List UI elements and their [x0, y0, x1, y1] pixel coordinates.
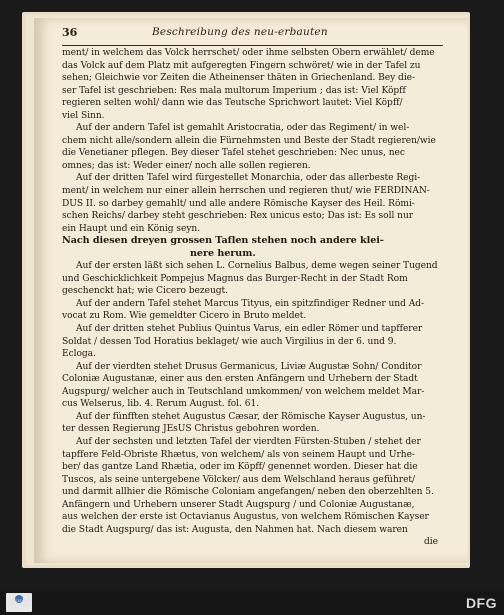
text-line: Anfängern und Urhebern unserer Stadt Augspurg / und Coloniæ Augustanæ,	[62, 499, 415, 510]
text-line: schen Reichs/ darbey steht geschrieben: Rex unicus esto; Das ist: Es soll nur	[62, 211, 414, 222]
dfg-logo[interactable]: DFG	[465, 595, 497, 611]
text-line: und Geschicklichkeit Pompejus Magnus das Burger-Recht in der Stadt Rom	[62, 273, 408, 284]
page-number: 36	[62, 26, 78, 39]
text-line: aus welchen der erste ist Octavianus Augustus, von welchem Römischen Kayser	[62, 512, 429, 523]
text-line: regieren selten wohl/ dann wie das Teutsche Sprichwort lautet: Viel Köpff/	[62, 98, 403, 109]
text-line: Ecloga.	[62, 349, 96, 360]
text-line: das Volck auf dem Platz mit aufgeregten Fingern schwöret/ wie in der Tafel zu	[62, 60, 421, 71]
text-line: Soldat / dessen Tod Horatius beklaget/ wie auch Virgilius in der 6. und 9.	[62, 336, 397, 347]
text-line: Auf der dritten Tafel wird fürgestellet Monarchia, oder das allerbeste Regi-	[76, 173, 421, 184]
text-line: Auf der ersten läßt sich sehen L. Cornelius Balbus, deme wegen seiner Tugend	[76, 261, 438, 272]
text-line: Auf der sechsten und letzten Tafel der vierdten Fürsten-Stuben / stehet der	[76, 436, 421, 447]
text-line: ber/ das gantze Land Rhætia, oder im Köpff/ genennet worden. Dieser hat die	[62, 462, 418, 473]
text-line: chem nicht alle/sondern allein die Fürnehmsten und Beste der Stadt regieren/wie	[62, 135, 436, 146]
text-line: tapffere Feld-Obriste Rhætus, von welchem/ als von seinem Haupt und Urhe-	[62, 449, 415, 460]
text-line: vocat zu Rom. Wie gemeldter Cicero in Bruto meldet.	[62, 311, 307, 322]
text-line: Augspurg/ welcher auch in Teutschland umkommen/ von welchem meldet Mar-	[62, 386, 425, 397]
text-line: DUS II. so darbey gemahlt/ und alle andere Römische Kayser des Heil. Römi-	[62, 198, 415, 209]
viewer-footer	[0, 590, 504, 615]
text-line: ter dessen Regierung JEsUS Christus gebohren worden.	[62, 424, 320, 435]
text-line: und darmit allhier die Römische Coloniam angefangen/ neben den oberzehlten 5.	[62, 487, 434, 498]
page-text	[62, 47, 444, 549]
text-line: Auf der dritten stehet Publius Quintus Varus, ein edler Römer und tapfferer	[76, 324, 423, 335]
text-line: sehen; Gleichwie vor Zeiten die Atheinenser thäten in Griechenland. Bey die-	[62, 73, 416, 84]
running-title: Beschreibung des neu-erbauten	[152, 26, 328, 38]
text-line: Auf der andern Tafel stehet Marcus Tityus, ein spitzfindiger Redner und Ad-	[76, 298, 425, 309]
text-line: Tuscos, als seine untergebene Völcker/ aus dem Welschland heraus geführet/	[62, 474, 416, 485]
text-line: ein Haupt und ein König seyn.	[62, 223, 201, 234]
text-line: ment/ in welchem das Volck herrschet/ oder ihme selbsten Obern erwählet/ deme	[62, 48, 435, 58]
text-line: die Stadt Augspurg/ das ist: Augusta, den Nahmen hat. Nach diesem waren	[62, 524, 408, 535]
header-rule	[62, 45, 443, 46]
text-line: die	[424, 537, 438, 548]
text-line: viel Sinn.	[62, 110, 105, 121]
text-line: ser Tafel ist geschrieben: Res mala multorum Imperium ; das ist: Viel Köpff	[62, 85, 406, 96]
section-heading-line: nere herum.	[190, 247, 256, 259]
text-line: Coloniæ Augustanæ, einer aus den ersten Anfängern und Urhebern der Stadt	[62, 374, 418, 385]
text-line: Auf der fünfften stehet Augustus Cæsar, der Römische Kayser Augustus, un-	[76, 411, 426, 422]
text-line: Auf der andern Tafel ist gemahlt Aristocratia, oder das Regiment/ in wel-	[76, 123, 410, 134]
text-line: omnes; das ist: Weder einer/ noch alle sollen regieren.	[62, 160, 311, 171]
page-header	[62, 26, 442, 42]
text-line: ment/ in welchem nur einer allein herrschen und regieren thut/ wie FERDINAN-	[62, 186, 430, 197]
text-line: cus Welserus, lib. 4. Rerum August. fol. 61.	[62, 399, 260, 410]
section-heading-line: Nach diesen dreyen grossen Taflen stehen noch andere klei-	[62, 235, 384, 247]
text-line: die Venetianer pflegen. Bey dieser Tafel stehet geschrieben: Nec unus, nec	[62, 148, 405, 159]
text-line: geschenckt hat; wie Cicero bezeugt.	[62, 286, 228, 297]
text-line: Auf der vierdten stehet Drusus Germanicus, Liviæ Augustæ Sohn/ Conditor	[76, 361, 422, 372]
logo-caption: FRANCKESCHE STIFTUNGEN	[6, 599, 32, 607]
